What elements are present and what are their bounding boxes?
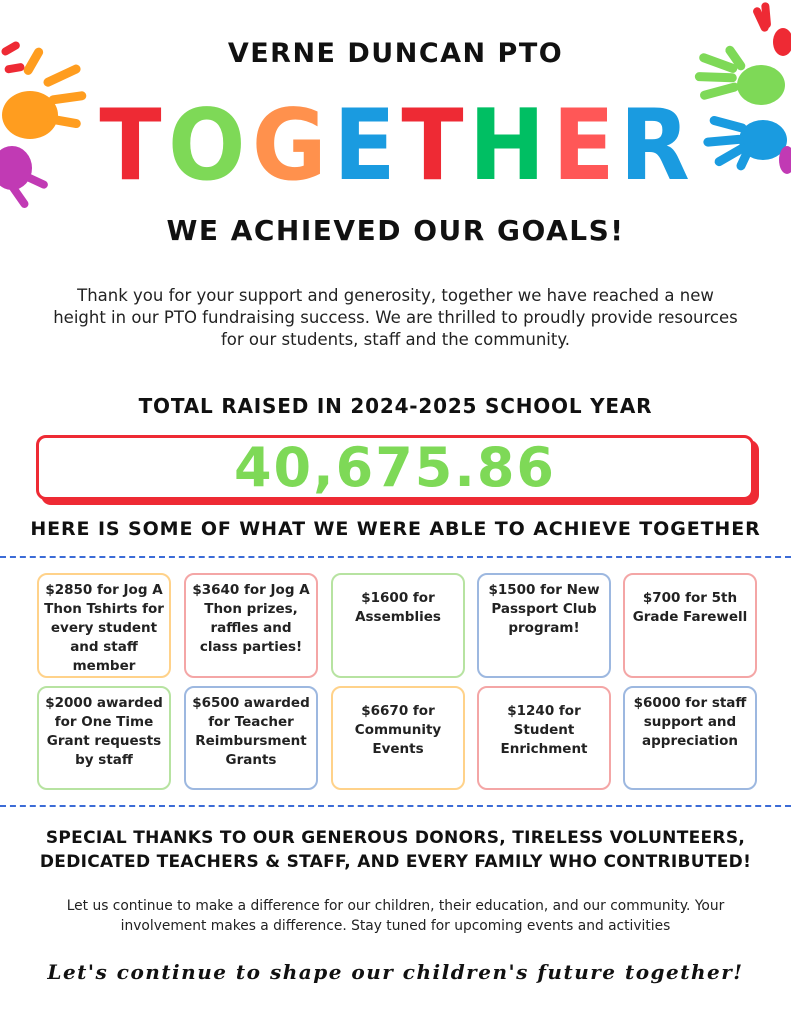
achievement-card: $2850 for Jog A Thon Tshirts for every student and staff member bbox=[37, 573, 171, 678]
special-thanks bbox=[0, 826, 791, 874]
achievement-card: $3640 for Jog A Thon prizes, raffles and class parties! bbox=[184, 573, 318, 678]
title-letter: R bbox=[620, 89, 692, 203]
achievement-card: $1500 for New Passport Club program! bbox=[477, 573, 611, 678]
together-title bbox=[0, 89, 791, 203]
achievement-card: $6500 awarded for Teacher Reimbursment Grants bbox=[184, 686, 318, 790]
total-raised-value: 40,675.86 bbox=[233, 436, 557, 499]
title-letter: T bbox=[401, 89, 465, 203]
total-raised-box bbox=[36, 435, 754, 500]
title-letter: G bbox=[252, 89, 328, 203]
title-letter: H bbox=[469, 89, 547, 203]
title-letter: O bbox=[167, 89, 247, 203]
achievement-card: $700 for 5th Grade Farewell bbox=[623, 573, 757, 678]
total-raised-label: TOTAL RAISED IN 2024-2025 SCHOOL YEAR bbox=[138, 394, 653, 418]
achievement-card: $6000 for staff support and appreciation bbox=[623, 686, 757, 790]
achievement-card: $6670 for Community Events bbox=[331, 686, 465, 790]
achievement-card: $1240 for Student Enrichment bbox=[477, 686, 611, 790]
goals-subtitle: WE ACHIEVED OUR GOALS! bbox=[166, 214, 625, 247]
org-name: VERNE DUNCAN PTO bbox=[227, 38, 564, 69]
tagline: Let's continue to shape our children's future together! bbox=[47, 960, 744, 984]
title-letter: E bbox=[551, 89, 616, 203]
closing-text: Let us continue to make a difference for our children, their education, and our community. Your involvement makes a difference. Stay tuned for upcoming events and activities bbox=[66, 898, 725, 934]
divider-bottom bbox=[0, 805, 791, 807]
achievement-card: $1600 for Assemblies bbox=[331, 573, 465, 678]
divider-top bbox=[0, 556, 791, 558]
special-thanks-line-1: SPECIAL THANKS TO OUR GENEROUS DONORS, TIRELESS VOLUNTEERS, bbox=[45, 828, 746, 848]
title-letter: T bbox=[99, 89, 163, 203]
title-letter: E bbox=[333, 89, 397, 203]
special-thanks-line-2: DEDICATED TEACHERS & STAFF, AND EVERY FAMILY WHO CONTRIBUTED! bbox=[39, 852, 752, 872]
achievement-card: $2000 awarded for One Time Grant requests by staff bbox=[37, 686, 171, 790]
achievements-heading: HERE IS SOME OF WHAT WE WERE ABLE TO ACHIEVE TOGETHER bbox=[30, 518, 761, 540]
intro-text: Thank you for your support and generosity, together we have reached a new height in our PTO fundraising success. We are thrilled to proudly provide resources for our students, staff and the community. bbox=[53, 286, 738, 349]
